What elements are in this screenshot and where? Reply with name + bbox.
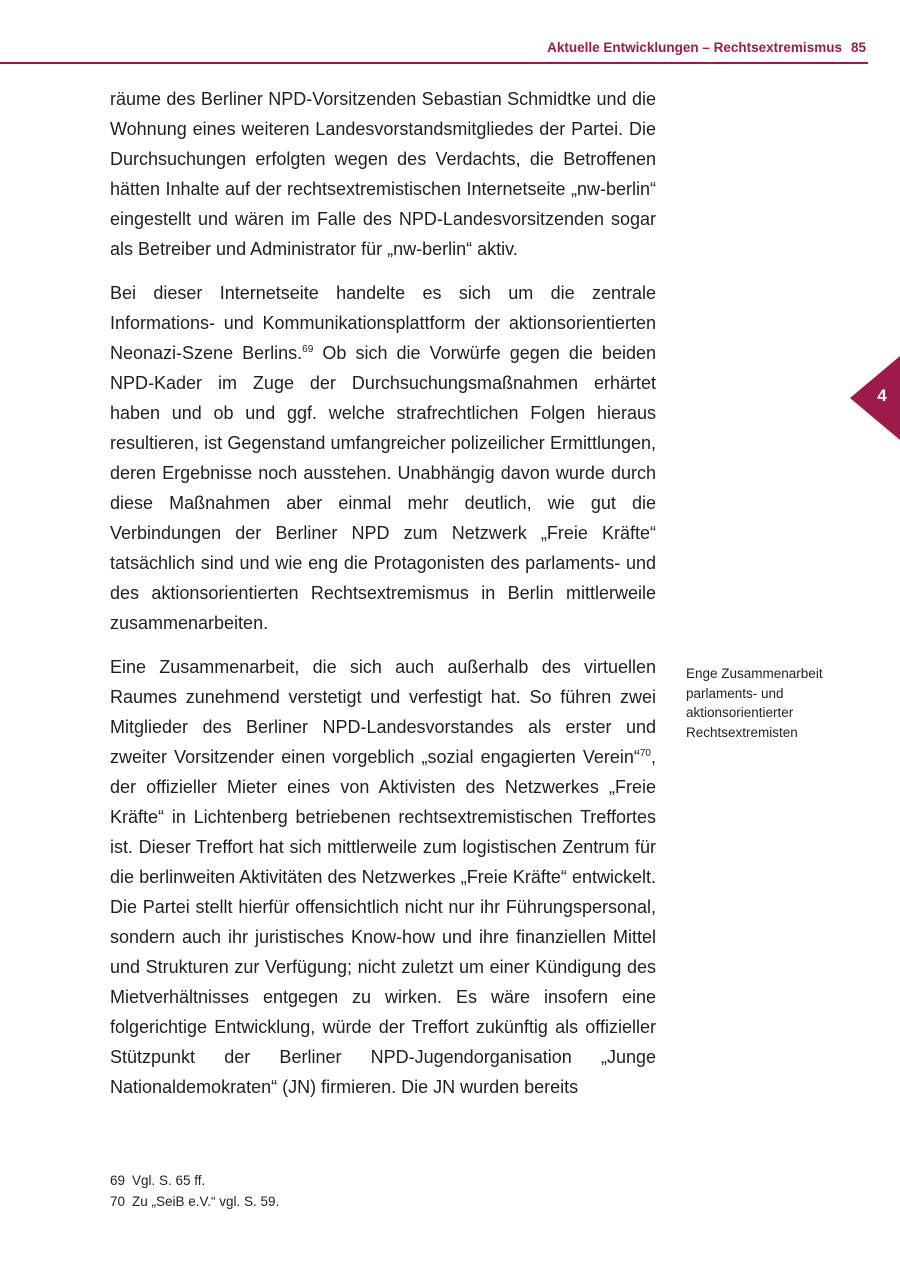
paragraph-3 bbox=[110, 652, 656, 1102]
running-title: Aktuelle Entwicklungen – Rechtsextremismus bbox=[547, 40, 842, 55]
chapter-number: 4 bbox=[877, 386, 887, 405]
paragraph-text: räume des Berliner NPD-Vorsitzenden Sebastian Schmidtke und die Wohnung eines weiteren Landesvorstandsmitgliedes der Partei. Die Durchsuchungen erfolgten wegen des Verdachts, die Betroffenen hätten Inhalte auf der rechtsextremistischen Internetseite „nw-berlin“ eingestellt und wären im Falle des NPD-Landesvorsitzenden sogar als Betreiber und Administrator für „nw-berlin“ aktiv. bbox=[110, 89, 656, 259]
footnote-text: Zu „SeiB e.V.“ vgl. S. 59. bbox=[132, 1194, 280, 1209]
margin-note bbox=[686, 664, 886, 742]
paragraph-2 bbox=[110, 278, 656, 638]
main-text bbox=[110, 84, 656, 1102]
paragraph-text: , der offizieller Mieter eines von Aktivisten des Netzwerkes „Freie Kräfte“ in Lichtenberg betriebenen rechtsextremistischen Treffortes ist. Dieser Treffort hat sich mittlerweile zum logistischen Zentrum für die berlinweiten Aktivitäten des Netzwerkes „Freie Kräfte“ entwickelt. Die Partei stellt hierfür offensichtlich nicht nur ihr Führungspersonal, sondern auch ihr juristisches Know-how und ihre finanziellen Mittel und Strukturen zur Verfügung; nicht zuletzt um einer Kündigung des Mietverhältnisses entgegen zu wirken. Es wäre insofern eine folgerichtige Entwicklung, würde der Treffort zukünftig als offizieller Stützpunkt der Berliner NPD-Jugendorganisation „Junge Nationaldemokraten“ (JN) firmieren. Die JN wurden bereits bbox=[110, 747, 656, 1097]
footnote-70 bbox=[110, 1191, 279, 1212]
footnote-number: 69 bbox=[110, 1173, 126, 1188]
footnote-number: 70 bbox=[110, 1194, 126, 1209]
margin-note-line: aktionsorientierter bbox=[686, 705, 794, 720]
header-rule bbox=[0, 62, 868, 64]
paragraph-text: Ob sich die Vorwürfe gegen die beiden NPD-Kader im Zuge der Durchsuchungsmaßnahmen erhärtet haben und ob und ggf. welche strafrechtlichen Folgen hieraus resultieren, ist Gegenstand umfangreicher polizeilicher Ermittlungen, deren Ergebnisse noch ausstehen. Unabhängig davon wurde durch diese Maßnahmen aber einmal mehr deutlich, wie gut die Verbindungen der Berliner NPD zum Netzwerk „Freie Kräfte“ tatsächlich sind und wie eng die Protagonisten des parlaments- und des aktionsorientierten Rechtsextremismus in Berlin mittlerweile zusammenarbeiten. bbox=[110, 343, 656, 633]
margin-note-line: Rechtsextremisten bbox=[686, 724, 798, 740]
footnote-ref-70[interactable]: 70 bbox=[639, 748, 651, 759]
footnotes bbox=[110, 1170, 279, 1212]
chapter-tab bbox=[850, 356, 900, 440]
margin-note-line: parlaments- und bbox=[686, 685, 784, 701]
footnote-text: Vgl. S. 65 ff. bbox=[132, 1173, 206, 1188]
footnote-69 bbox=[110, 1170, 279, 1191]
paragraph-1 bbox=[110, 84, 656, 264]
margin-note-line: Enge Zusammenarbeit bbox=[686, 666, 823, 681]
page-number: 85 bbox=[850, 40, 866, 55]
paragraph-text: Bei dieser Internetseite handelte es sich um die zentrale Informations- und Kommunikationsplattform der aktionsorientierten Neonazi-Szene Berlins. bbox=[110, 283, 656, 363]
running-header bbox=[547, 40, 866, 55]
paragraph-text: Eine Zusammenarbeit, die sich auch außerhalb des virtuellen Raumes zunehmend verstetigt und verfestigt hat. So führen zwei Mitglieder des Berliner NPD-Landesvorstandes als erster und zweiter Vorsitzender einen vorgeblich „sozial engagierten Verein“ bbox=[110, 657, 656, 767]
footnote-ref-69[interactable]: 69 bbox=[302, 344, 314, 355]
